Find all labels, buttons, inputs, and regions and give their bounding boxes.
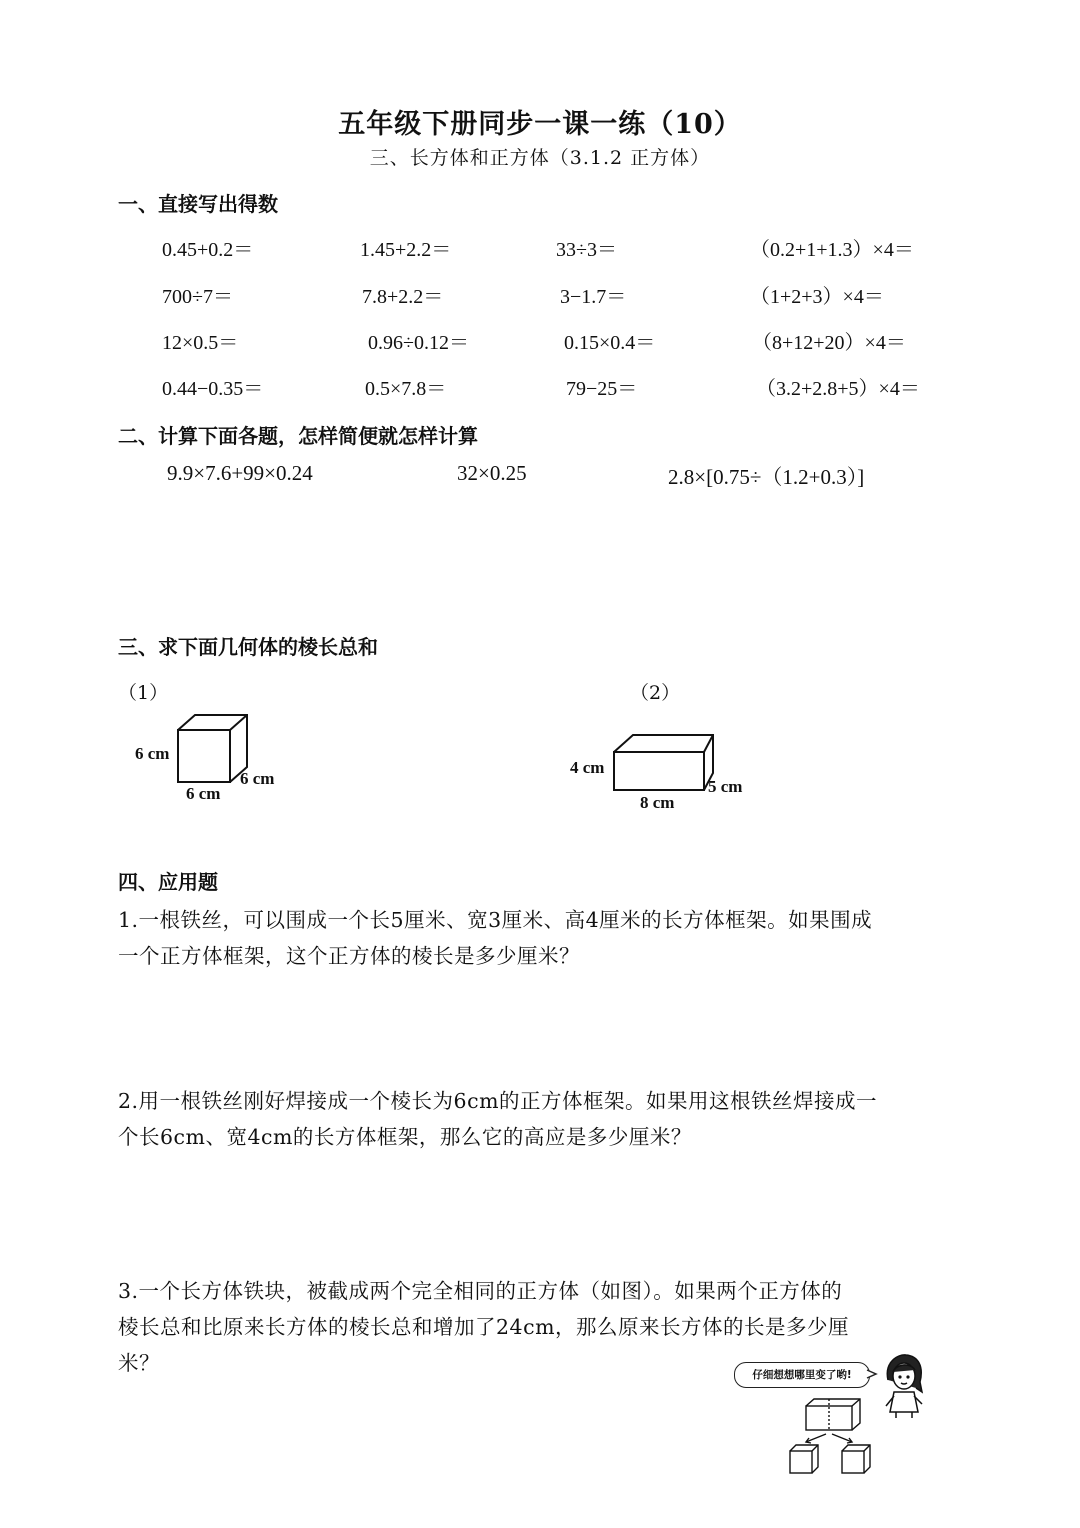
page-title: 五年级下册同步一课一练（10） <box>338 109 742 140</box>
section4-heading: 四、应用题 <box>118 870 218 894</box>
oral-calc-item: （8+12+20）×4＝ <box>752 332 906 354</box>
cube-height-label: 6 cm <box>135 744 170 763</box>
simplify-problem: 9.9×7.6+99×0.24 <box>167 461 313 485</box>
cuboid-depth-label: 5 cm <box>708 777 743 796</box>
section3-heading: 三、求下面几何体的棱长总和 <box>118 635 378 659</box>
cuboid-width-label: 8 cm <box>640 793 675 812</box>
oral-calc-item: 0.15×0.4＝ <box>564 332 656 354</box>
section2-heading: 二、计算下面各题，怎样简便就怎样计算 <box>118 424 478 448</box>
word-problem-2-line1: 2.用一根铁丝刚好焊接成一个棱长为6cm的正方体框架。如果用这根铁丝焊接成一 <box>118 1089 878 1113</box>
bubble-tail <box>866 1366 878 1380</box>
section1-heading: 一、直接写出得数 <box>118 192 278 216</box>
oral-calc-item: 700÷7＝ <box>162 286 233 308</box>
word-problem-3-line3: 米？ <box>118 1351 160 1375</box>
word-problem-1-line2: 一个正方体框架，这个正方体的棱长是多少厘米？ <box>118 944 580 968</box>
simplify-problem: 2.8×[0.75÷（1.2+0.3）] <box>668 465 865 489</box>
oral-calc-item: 0.45+0.2＝ <box>162 239 254 261</box>
oral-calc-item: 7.8+2.2＝ <box>362 286 444 308</box>
oral-calc-item: 0.5×7.8＝ <box>365 378 447 400</box>
oral-calc-item: （1+2+3）×4＝ <box>750 286 884 308</box>
oral-calc-item: （0.2+1+1.3）×4＝ <box>750 239 914 261</box>
oral-calc-item: 33÷3＝ <box>556 239 617 261</box>
figure2-label: （2） <box>630 682 681 704</box>
word-problem-3-line2: 棱长总和比原来长方体的棱长总和增加了24cm，那么原来长方体的长是多少厘 <box>118 1315 850 1339</box>
girl-illustration <box>878 1352 930 1420</box>
oral-calc-item: （3.2+2.8+5）×4＝ <box>756 378 920 400</box>
simplify-problem: 32×0.25 <box>457 461 527 485</box>
cuboid-figure <box>605 728 725 798</box>
hint-speech-bubble: 仔细想想哪里变了哟! <box>734 1362 870 1388</box>
oral-calc-item: 1.45+2.2＝ <box>360 239 452 261</box>
word-problem-2-line2: 个长6cm、宽4cm的长方体框架，那么它的高应是多少厘米？ <box>118 1125 692 1149</box>
page-subtitle: 三、长方体和正方体（3.1.2 正方体） <box>369 147 711 169</box>
oral-calc-item: 79−25＝ <box>566 378 638 400</box>
word-problem-3-line1: 3.一个长方体铁块，被截成两个完全相同的正方体（如图）。如果两个正方体的 <box>118 1279 843 1303</box>
oral-calc-item: 0.44−0.35＝ <box>162 378 264 400</box>
oral-calc-item: 3−1.7＝ <box>560 286 627 308</box>
oral-calc-item: 12×0.5＝ <box>162 332 239 354</box>
cuboid-split-illustration <box>780 1396 880 1480</box>
word-problem-1-line1: 1.一根铁丝，可以围成一个长5厘米、宽3厘米、高4厘米的长方体框架。如果围成 <box>118 908 873 932</box>
figure1-label: （1） <box>118 682 169 704</box>
cuboid-height-label: 4 cm <box>570 758 605 777</box>
cube-depth-label: 6 cm <box>240 769 275 788</box>
oral-calc-item: 0.96÷0.12＝ <box>368 332 469 354</box>
cube-width-label: 6 cm <box>186 784 221 803</box>
